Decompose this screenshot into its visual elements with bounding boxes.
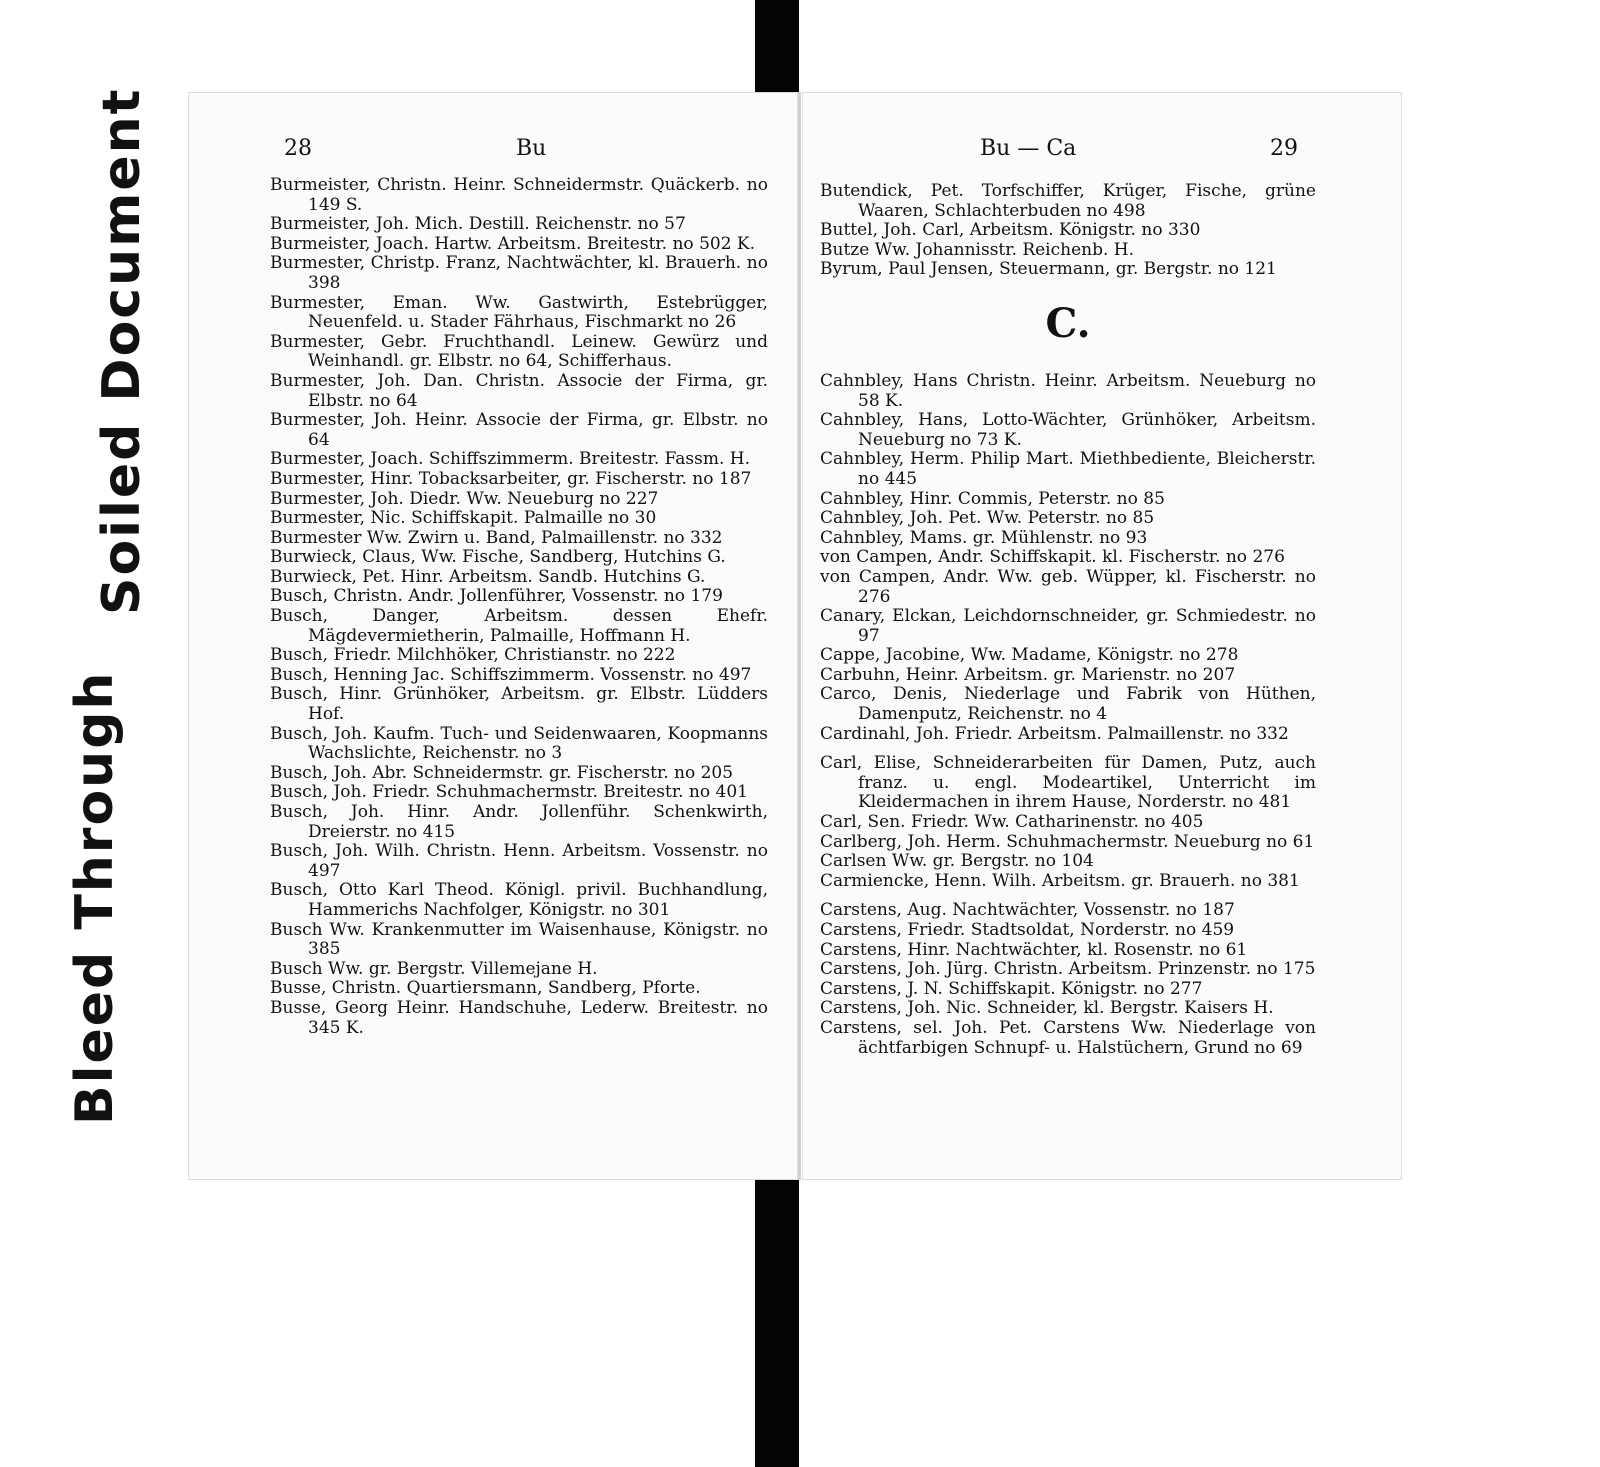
bleed-through-stamp: Bleed Through	[65, 670, 125, 1125]
directory-entry: Cahnbley, Hans, Lotto-Wächter, Grünhöker, Arbeitsm. Neueburg no 73 K.	[820, 410, 1316, 450]
directory-entry: Carmiencke, Henn. Wilh. Arbeitsm. gr. Brauerh. no 381	[820, 870, 1300, 891]
directory-entry: Burmeister, Christn. Heinr. Schneidermstr. Quäckerb. no 149 S.	[270, 175, 768, 215]
binding-strip-bottom	[755, 1180, 799, 1467]
directory-entry: Carstens, Joh. Nic. Schneider, kl. Bergstr. Kaisers H.	[820, 998, 1274, 1019]
directory-entry: Burmeister, Joh. Mich. Destill. Reichenstr. no 57	[270, 214, 686, 235]
directory-entry: Burmeister, Joach. Hartw. Arbeitsm. Breitestr. no 502 K.	[270, 233, 756, 254]
directory-entry: Busse, Christn. Quartiersmann, Sandberg, Pforte.	[270, 978, 701, 999]
left-entries	[270, 176, 768, 1038]
directory-entry: Buttel, Joh. Carl, Arbeitsm. Königstr. no 330	[820, 220, 1201, 241]
directory-entry: Cahnbley, Hans Christn. Heinr. Arbeitsm. Neueburg no 58 K.	[820, 370, 1316, 411]
directory-entry: Busch, Joh. Wilh. Christn. Henn. Arbeitsm. Vossenstr. no 497	[270, 841, 768, 881]
directory-entry: Cappe, Jacobine, Ww. Madame, Königstr. no 278	[820, 645, 1239, 666]
right-entries	[820, 182, 1316, 1058]
directory-entry: Busch, Christn. Andr. Jollenführer, Vossenstr. no 179	[270, 586, 723, 607]
directory-entry: von Campen, Andr. Ww. geb. Wüpper, kl. Fischerstr. no 276	[820, 566, 1316, 607]
directory-entry: Cahnbley, Joh. Pet. Ww. Peterstr. no 85	[820, 508, 1155, 529]
directory-entry: Cahnbley, Herm. Philip Mart. Miethbediente, Bleicherstr. no 445	[820, 449, 1316, 489]
directory-entry: Busch, Hinr. Grünhöker, Arbeitsm. gr. Elbstr. Lüdders Hof.	[270, 684, 768, 725]
left-guide-word: Bu	[516, 136, 547, 161]
left-page-header	[188, 136, 798, 166]
directory-entry: Carstens, Aug. Nachtwächter, Vossenstr. no 187	[820, 900, 1235, 921]
directory-entry: Burwieck, Pet. Hinr. Arbeitsm. Sandb. Hutchins G.	[270, 566, 706, 587]
directory-entry: Carlberg, Joh. Herm. Schuhmachermstr. Neueburg no 61	[820, 831, 1315, 852]
directory-entry: Carl, Sen. Friedr. Ww. Catharinenstr. no 405	[820, 812, 1204, 833]
directory-entry: Busch, Henning Jac. Schiffszimmerm. Vossenstr. no 497	[270, 664, 752, 685]
directory-entry: Burmester, Joach. Schiffszimmerm. Breitestr. Fassm. H.	[270, 449, 751, 470]
directory-entry: Butendick, Pet. Torfschiffer, Krüger, Fische, grüne Waaren, Schlachterbuden no 498	[820, 181, 1316, 221]
right-page-number: 29	[1270, 136, 1298, 161]
directory-entry: Burmester, Joh. Dan. Christn. Associe der Firma, gr. Elbstr. no 64	[270, 370, 768, 411]
directory-entry: Carstens, sel. Joh. Pet. Carstens Ww. Niederlage von ächtfarbigen Schnupf- u. Halstüchern, Grund no 69	[820, 1017, 1316, 1058]
directory-entry: Carstens, Hinr. Nachtwächter, kl. Rosenstr. no 61	[820, 939, 1248, 960]
directory-entry: Burmester, Joh. Heinr. Associe der Firma, gr. Elbstr. no 64	[270, 410, 768, 450]
section-letter-heading: C.	[1045, 299, 1091, 347]
directory-entry: Burmester, Christp. Franz, Nachtwächter, kl. Brauerh. no 398	[270, 253, 768, 293]
directory-entry: Cahnbley, Hinr. Commis, Peterstr. no 85	[820, 488, 1165, 509]
directory-entry: Busch, Joh. Kaufm. Tuch- und Seidenwaaren, Koopmanns Wachslichte, Reichenstr. no 3	[270, 723, 768, 764]
directory-entry: Busch, Otto Karl Theod. Königl. privil. Buchhandlung, Hammerichs Nachfolger, Königstr. no 301	[270, 880, 768, 920]
directory-entry: Carl, Elise, Schneiderarbeiten für Damen, Putz, auch franz. u. engl. Modeartikel, Unterricht im Kleidermachen in ihrem Hause, Norderstr. no 481	[820, 753, 1316, 813]
directory-entry: Busse, Georg Heinr. Handschuhe, Lederw. Breitestr. no 345 K.	[270, 997, 768, 1038]
left-page-number: 28	[284, 136, 312, 161]
soiled-document-stamp: Soiled Document	[92, 87, 152, 615]
directory-entry: Burmester, Nic. Schiffskapit. Palmaille no 30	[270, 508, 657, 529]
right-page	[802, 92, 1402, 1180]
directory-entry: Burwieck, Claus, Ww. Fische, Sandberg, Hutchins G.	[270, 547, 726, 568]
directory-entry: Canary, Elckan, Leichdornschneider, gr. Schmiedestr. no 97	[820, 606, 1316, 646]
left-page	[188, 92, 801, 1180]
directory-entry: Carstens, Joh. Jürg. Christn. Arbeitsm. Prinzenstr. no 175	[820, 959, 1316, 980]
directory-entry: Busch, Joh. Abr. Schneidermstr. gr. Fischerstr. no 205	[270, 762, 734, 783]
directory-entry: Busch, Joh. Friedr. Schuhmachermstr. Breitestr. no 401	[270, 782, 748, 803]
directory-entry: von Campen, Andr. Schiffskapit. kl. Fischerstr. no 276	[820, 547, 1285, 568]
directory-entry: Busch Ww. gr. Bergstr. Villemejane H.	[270, 958, 598, 979]
directory-entry: Byrum, Paul Jensen, Steuermann, gr. Bergstr. no 121	[820, 259, 1277, 280]
directory-entry: Busch Ww. Krankenmutter im Waisenhause, Königstr. no 385	[270, 919, 768, 960]
directory-entry: Burmester, Hinr. Tobacksarbeiter, gr. Fischerstr. no 187	[270, 468, 752, 489]
directory-entry: Busch, Danger, Arbeitsm. dessen Ehefr. Mägdevermietherin, Palmaille, Hoffmann H.	[270, 606, 768, 646]
directory-entry: Carstens, Friedr. Stadtsoldat, Norderstr. no 459	[820, 920, 1235, 940]
directory-entry: Burmester, Joh. Diedr. Ww. Neueburg no 227	[270, 488, 659, 509]
right-guide-words: Bu — Ca	[980, 136, 1077, 161]
directory-entry: Cahnbley, Mams. gr. Mühlenstr. no 93	[820, 527, 1148, 548]
directory-entry: Burmester Ww. Zwirn u. Band, Palmaillenstr. no 332	[270, 527, 723, 548]
directory-entry: Busch, Friedr. Milchhöker, Christianstr. no 222	[270, 645, 676, 666]
directory-entry: Cardinahl, Joh. Friedr. Arbeitsm. Palmaillenstr. no 332	[820, 723, 1289, 744]
right-page-header	[802, 136, 1402, 166]
directory-entry: Carstens, J. N. Schiffskapit. Königstr. no 277	[820, 978, 1203, 999]
directory-entry: Carlsen Ww. gr. Bergstr. no 104	[820, 851, 1094, 872]
directory-entry: Burmester, Eman. Ww. Gastwirth, Estebrügger, Neuenfeld. u. Stader Fährhaus, Fischmarkt no 26	[270, 292, 768, 333]
directory-entry: Busch, Joh. Hinr. Andr. Jollenführ. Schenkwirth, Dreierstr. no 415	[270, 802, 768, 842]
directory-entry: Carco, Denis, Niederlage und Fabrik von Hüthen, Damenputz, Reichenstr. no 4	[820, 684, 1316, 725]
directory-entry: Carbuhn, Heinr. Arbeitsm. gr. Marienstr. no 207	[820, 664, 1236, 685]
directory-entry: Burmester, Gebr. Fruchthandl. Leinew. Gewürz und Weinhandl. gr. Elbstr. no 64, Schifferhaus.	[270, 331, 768, 372]
directory-entry: Butze Ww. Johannisstr. Reichenb. H.	[820, 239, 1135, 260]
